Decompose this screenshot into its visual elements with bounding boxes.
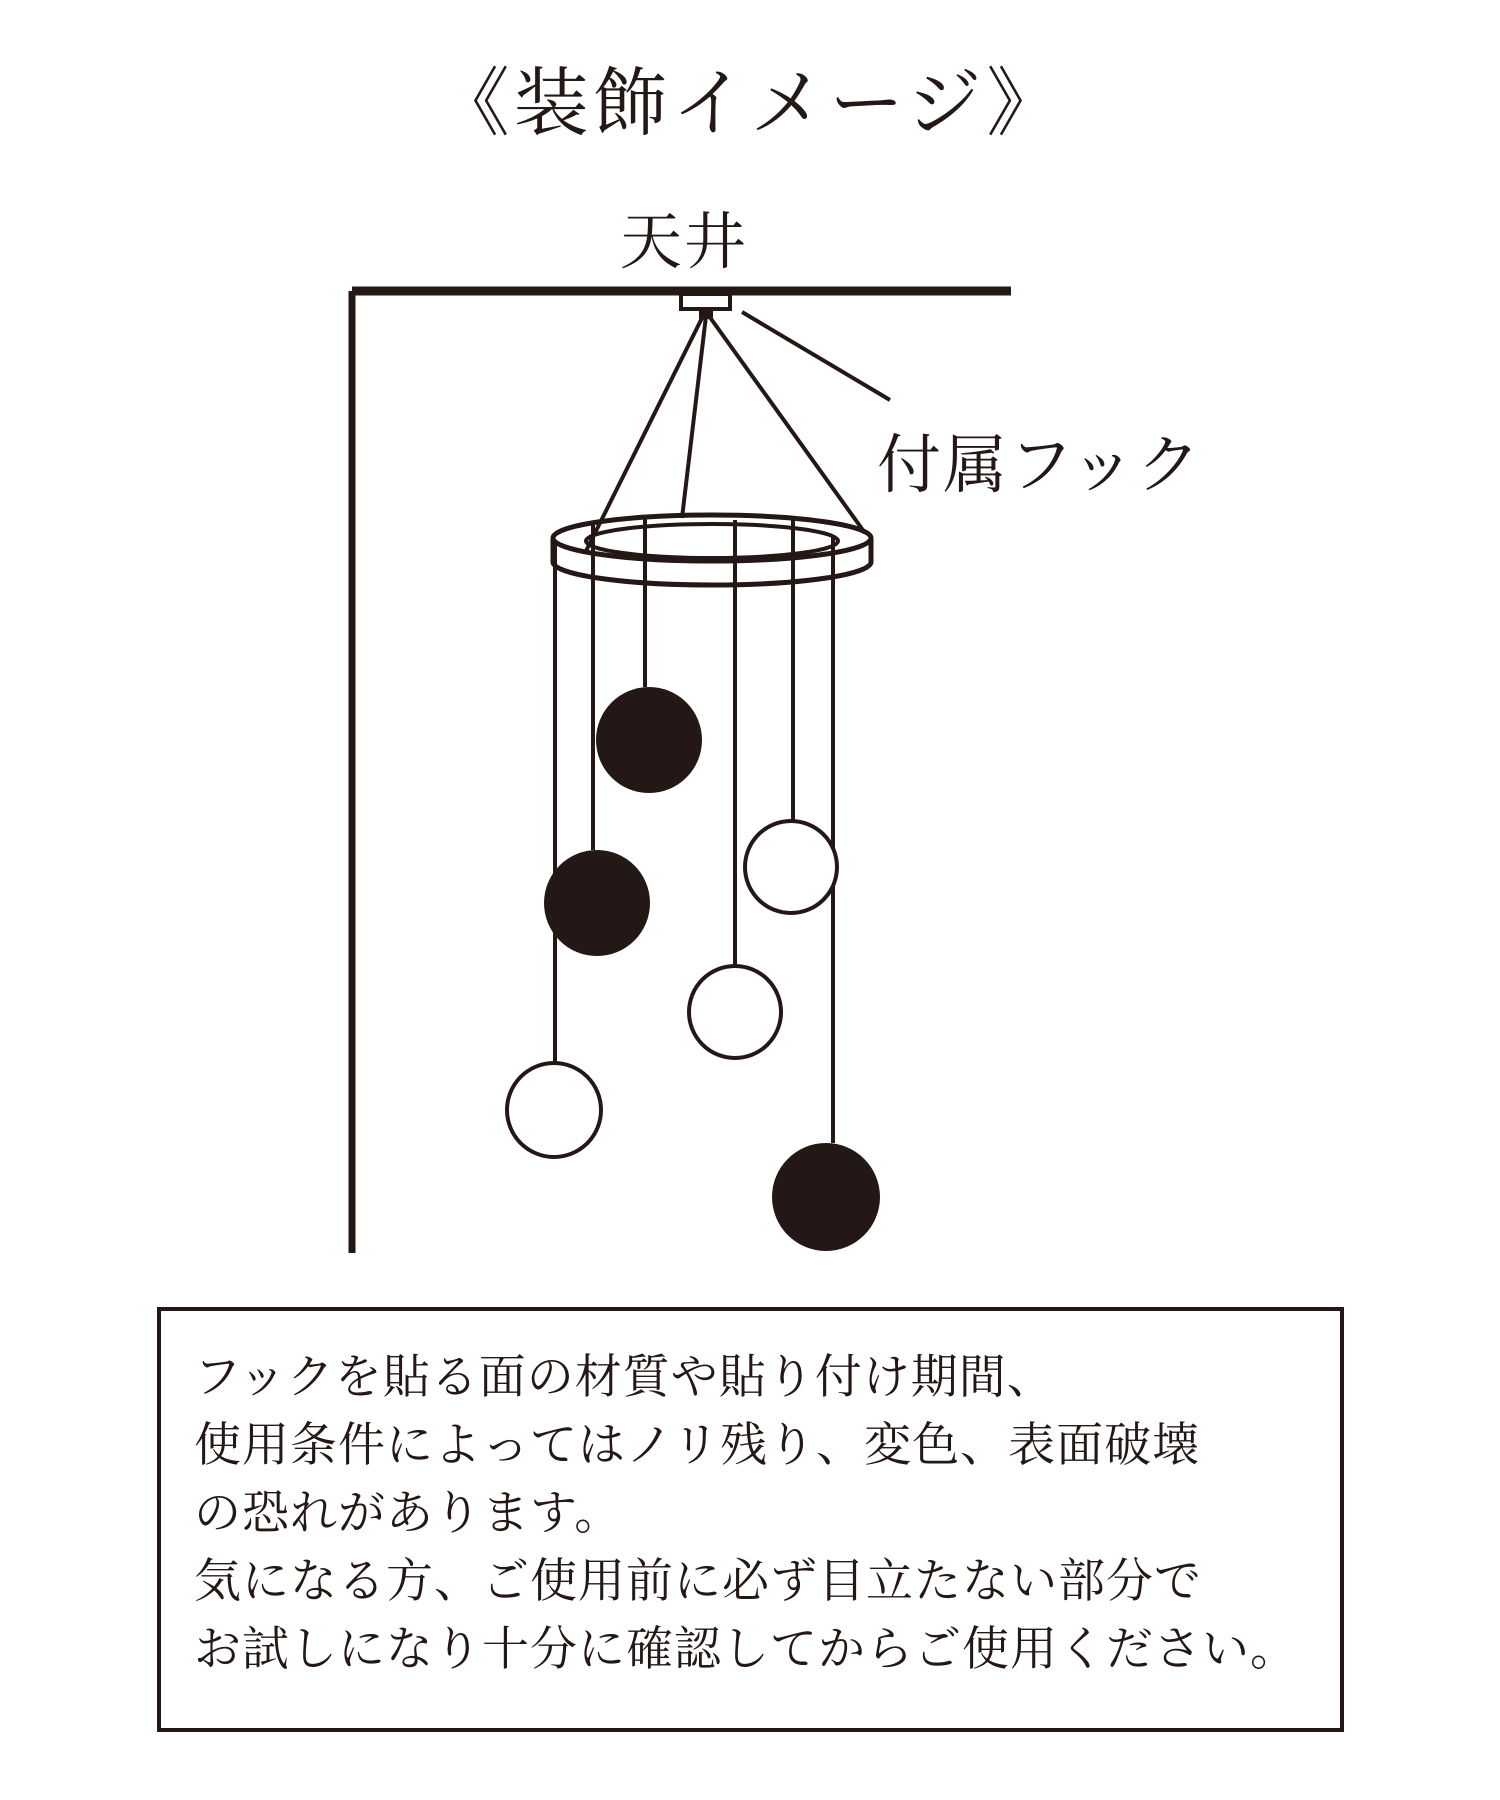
caution-line: 気になる方、ご使用前に必ず目立たない部分で [194, 1554, 1202, 1607]
included-hook-label: 付属フック [877, 429, 1203, 501]
support-string [682, 316, 706, 518]
white-ball [689, 966, 781, 1058]
ring-inner-rim [586, 524, 838, 558]
hook-pointer-line [742, 312, 890, 400]
caution-line: 使用条件によってはノリ残り、変色、表面破壊 [194, 1418, 1201, 1471]
hook-body [699, 308, 713, 319]
support-string [709, 316, 865, 533]
black-ball [772, 1143, 880, 1251]
ring-band-bottom [553, 562, 871, 585]
caution-line: の恐れがあります。 [194, 1486, 623, 1539]
black-ball [544, 850, 650, 956]
caution-box [157, 1307, 1344, 1732]
caution-line: フックを貼る面の材質や貼り付け期間、 [194, 1350, 1055, 1403]
white-ball [745, 821, 837, 913]
white-ball [507, 1063, 601, 1157]
ceiling-label: 天井 [619, 208, 749, 277]
black-ball [596, 687, 702, 793]
hook-mount-plate [681, 294, 730, 309]
page-title: 《装飾イメージ》 [434, 61, 1066, 145]
caution-line: お試しになり十分に確認してからご使用ください。 [194, 1622, 1298, 1675]
